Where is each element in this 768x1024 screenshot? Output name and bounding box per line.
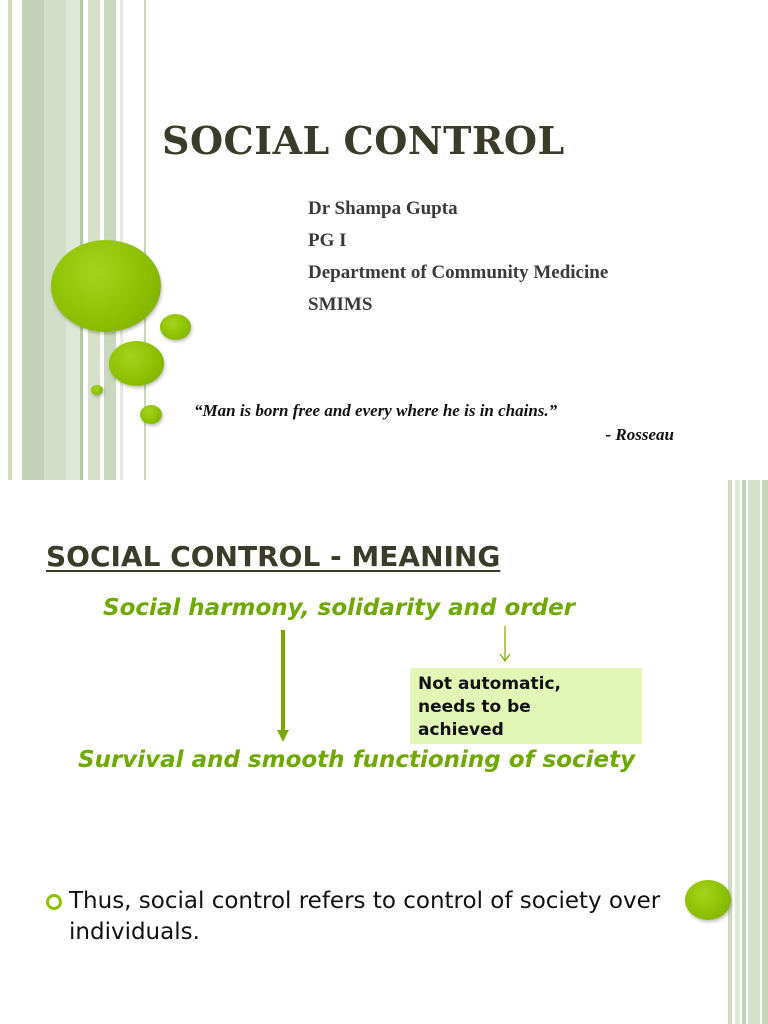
presenter-department: Department of Community Medicine [308, 262, 609, 283]
statement-text: Social harmony, solidarity and order [103, 595, 576, 621]
outcome-text-content: Survival and smooth functioning of society [78, 747, 636, 773]
decorative-stripes [0, 0, 150, 480]
slide-heading: SOCIAL CONTROL - MEANING [46, 540, 501, 573]
quote-text: “Man is born free and every where he is in chains.” [194, 401, 558, 420]
bullet-text: Thus, social control refers to control of society over individuals. [69, 888, 661, 945]
decorative-circle-small [91, 385, 103, 395]
note-line: needs to be [418, 697, 531, 717]
note-line: achieved [418, 720, 504, 740]
presenter-name: Dr Shampa Gupta [308, 198, 458, 219]
decorative-circle-large [51, 240, 161, 332]
quote-author: - Rosseau [605, 425, 674, 444]
presenter-institution: SMIMS [308, 294, 373, 315]
presenter-degree: PG I [308, 230, 347, 251]
down-arrow-thick [277, 630, 289, 742]
decorative-circle [109, 341, 164, 386]
note-line: Not automatic, [418, 674, 562, 694]
decorative-circle [140, 405, 162, 424]
bullet-ring-icon [46, 894, 62, 910]
decorative-circle [685, 880, 731, 920]
slide-meaning [0, 480, 768, 1024]
presenter-info [308, 193, 608, 321]
note-box [410, 668, 642, 744]
decorative-circle [160, 314, 191, 340]
down-arrow-thin [500, 626, 510, 661]
outcome-text [46, 744, 646, 776]
slide-title-heading: SOCIAL CONTROL [162, 118, 565, 163]
bullet-item [46, 886, 676, 948]
slide-title [0, 0, 768, 480]
